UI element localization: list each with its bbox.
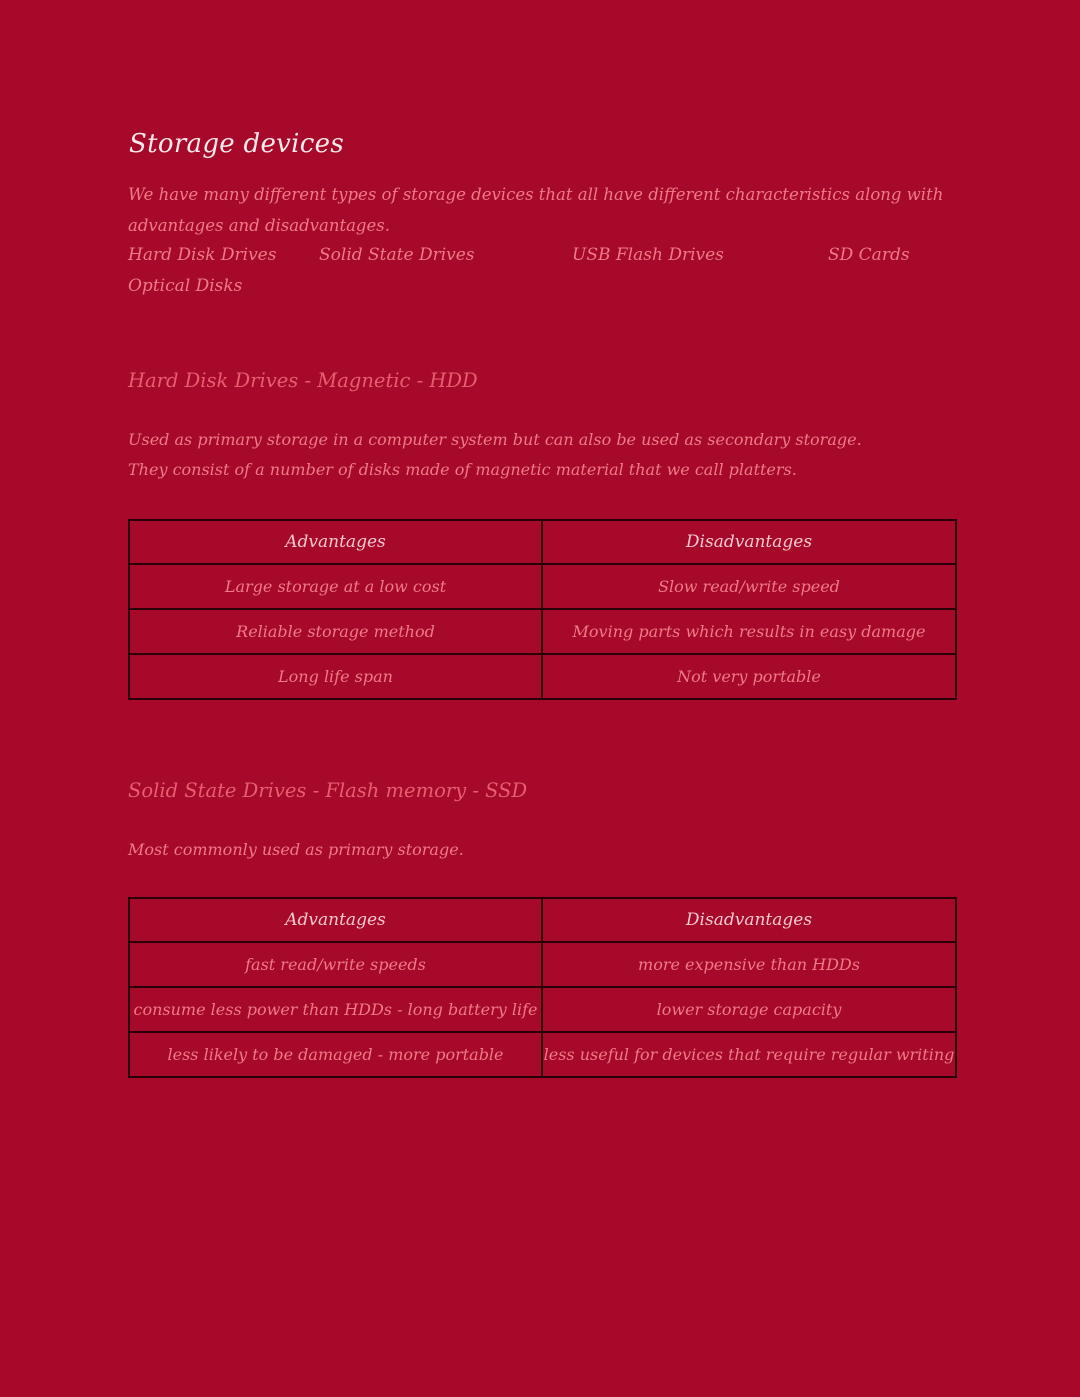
disadvantage-cell: Slow read/write speed — [542, 564, 956, 609]
advantage-cell: Long life span — [129, 654, 542, 699]
hdd-description — [128, 425, 954, 485]
device-type-usb: USB Flash Drives — [572, 245, 724, 265]
hdd-description-line: They consist of a number of disks made of magnetic material that we call platters. — [128, 460, 797, 479]
disadvantages-header: Disadvantages — [542, 898, 956, 942]
hdd-description-line: Used as primary storage in a computer system but can also be used as secondary storage. — [128, 430, 862, 449]
device-type-optical: Optical Disks — [128, 276, 243, 296]
disadvantage-cell: less useful for devices that require regular writing — [542, 1032, 956, 1077]
advantage-cell: fast read/write speeds — [129, 942, 542, 987]
advantage-cell: consume less power than HDDs - long battery life — [129, 987, 542, 1032]
table-row — [129, 942, 956, 987]
ssd-description — [128, 835, 954, 865]
device-type-sd: SD Cards — [828, 245, 910, 265]
hdd-heading: Hard Disk Drives - Magnetic - HDD — [128, 369, 478, 392]
table-row — [129, 987, 956, 1032]
table-header-row — [129, 898, 956, 942]
advantage-cell: Large storage at a low cost — [129, 564, 542, 609]
table-row — [129, 654, 956, 699]
device-types-list — [128, 240, 954, 271]
advantage-cell: less likely to be damaged - more portable — [129, 1032, 542, 1077]
advantages-header: Advantages — [129, 520, 542, 564]
intro-paragraph: We have many different types of storage devices that all have different characteristics along with advantages and disadvantages. — [128, 185, 944, 235]
disadvantage-cell: more expensive than HDDs — [542, 942, 956, 987]
disadvantage-cell: lower storage capacity — [542, 987, 956, 1032]
table-row — [129, 609, 956, 654]
page-title: Storage devices — [129, 129, 344, 159]
advantages-header: Advantages — [129, 898, 542, 942]
hdd-comparison-table — [128, 519, 957, 700]
device-type-hdd: Hard Disk Drives — [128, 245, 277, 265]
disadvantage-cell: Moving parts which results in easy damage — [542, 609, 956, 654]
disadvantages-header: Disadvantages — [542, 520, 956, 564]
table-header-row — [129, 520, 956, 564]
ssd-comparison-table — [128, 897, 957, 1078]
disadvantage-cell: Not very portable — [542, 654, 956, 699]
advantage-cell: Reliable storage method — [129, 609, 542, 654]
device-type-ssd: Solid State Drives — [319, 245, 475, 265]
ssd-description-line: Most commonly used as primary storage. — [128, 840, 464, 859]
table-row — [129, 564, 956, 609]
table-row — [129, 1032, 956, 1077]
ssd-heading: Solid State Drives - Flash memory - SSD — [128, 779, 528, 802]
